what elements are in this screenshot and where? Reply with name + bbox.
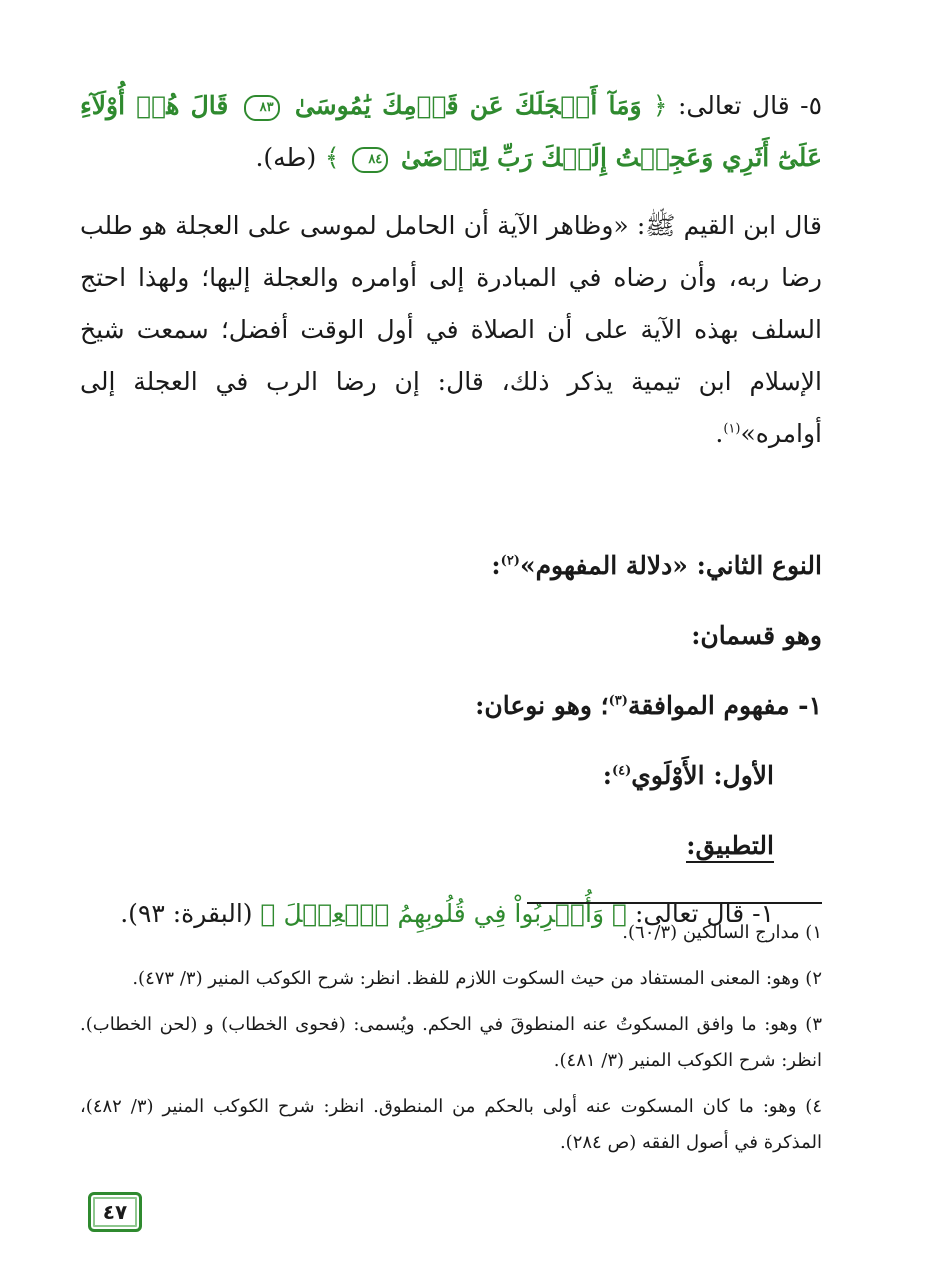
- verse-source: (طه).: [255, 143, 317, 172]
- verse-intro: ٥- قال تعالى:: [667, 91, 822, 120]
- heading-two-parts: وهو قسمان:: [691, 621, 822, 650]
- heading-end: ؛ وهو نوعان:: [475, 691, 609, 720]
- page-number-badge: ٤٧: [88, 1192, 142, 1232]
- verse-text: وَأُشۡرِبُواْ فِي قُلُوبِهِمُ ٱلۡعِجۡلَ: [283, 899, 605, 928]
- footnote-4: ٤) وهو: ما كان المسكوت عنه أولى بالحكم من المنطوق. انظر: شرح الكوكب المنير (٣/ ٤٨٢)، المذكرة في أصول الفقه (ص ٢٨٤).: [80, 1096, 822, 1153]
- ayah-number-marker: ٨٣: [244, 95, 280, 121]
- footnote-3: ٣) وهو: ما وافق المسكوتُ عنه المنطوقَ في الحكم. ويُسمى: (فحوى الخطاب) و (لحن الخطاب). انظر: شرح الكوكب المنير (٣/ ٤٨١).: [80, 1014, 822, 1071]
- heading-application: [80, 828, 774, 864]
- footnote-separator: [527, 902, 822, 904]
- footnote-ref[interactable]: (٣): [608, 693, 628, 709]
- verse-paragraph: [80, 80, 822, 184]
- heading-text: ١- مفهوم الموافقة: [627, 691, 822, 720]
- footnote-ref[interactable]: (٢): [500, 553, 520, 569]
- heading-mafhum-muwafaqa: [80, 688, 822, 724]
- verse-source: (البقرة: ٩٣).: [120, 899, 253, 928]
- footnote-ref[interactable]: (٤): [611, 763, 632, 779]
- footnote-2: ٢) وهو: المعنى المستفاد من حيث السكوت اللازم للفظ. انظر: شرح الكوكب المنير (٣/ ٤٧٣).: [132, 968, 822, 989]
- quote-end: .: [715, 419, 724, 448]
- footnote-1: ١) مدارج السالكين (٦٠/٣).: [622, 922, 822, 943]
- verse-close-bracket: ﴾: [260, 899, 276, 928]
- heading-text: التطبيق:: [686, 831, 774, 863]
- heading-text: النوع الثاني: «دلالة المفهوم»: [519, 551, 822, 580]
- heading-text: الأول: الأَوْلَوي: [631, 761, 774, 790]
- application-intro: ١- قال تعالى:: [627, 899, 774, 928]
- verse-open-bracket: ﴿: [652, 91, 668, 120]
- verse-close-bracket: ﴾: [324, 143, 340, 172]
- ibn-qayyim-quote: [80, 200, 822, 460]
- footnotes: [80, 915, 822, 1171]
- heading-first-awlawi: [80, 758, 774, 794]
- verse-open-bracket: ﴿: [612, 899, 628, 928]
- heading-end: :: [602, 761, 612, 790]
- heading-end: :: [491, 551, 501, 580]
- quote-text: قال ابن القيم ﷺ: «وظاهر الآية أن الحامل لموسى على العجلة هو طلب رضا ربه، وأن رضاه في المبادرة إلى أوامره والعجلة إليها؛ ولهذا احتج السلف بهذه الآية على أن الصلاة في أول الوقت أفضل؛ سمعت شيخ الإسلام ابن تيمية يذكر ذلك، قال: إن رضا الرب في العجلة إلى أوامره»: [80, 211, 822, 448]
- verse-text-part2: قَالَ هُمۡ أُوْلَآءِ عَلَىٰٓ أَثَرِي وَعَجِلۡتُ إِلَيۡكَ رَبِّ لِتَرۡضَىٰ: [80, 91, 822, 172]
- verse-text-part1: وَمَآ أَعۡجَلَكَ عَن قَوۡمِكَ يَٰمُوسَىٰ: [294, 91, 642, 120]
- ayah-number-marker: ٨٤: [352, 147, 388, 173]
- main-text: [80, 80, 822, 934]
- section-heading-type2: [80, 548, 822, 584]
- footnote-ref[interactable]: (١): [723, 421, 741, 437]
